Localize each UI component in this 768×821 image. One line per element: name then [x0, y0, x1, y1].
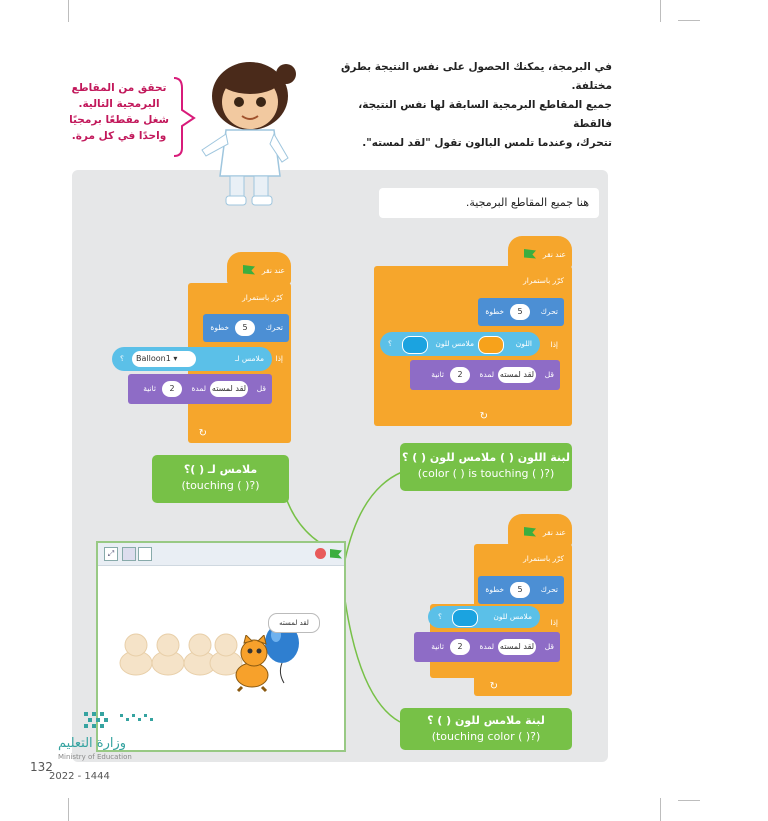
label-touching-sprite [152, 455, 289, 503]
seconds-input[interactable]: 2 [450, 639, 470, 655]
move-steps-input[interactable]: 5 [510, 582, 530, 598]
label-color-touching-en: (color ( ) is touching ( )?) [417, 467, 555, 480]
when-flag-block[interactable] [227, 252, 291, 284]
seconds-label: ثانية [143, 384, 156, 393]
touching-label: ملامس لـ [235, 354, 264, 363]
label-touching-sprite-ar: ملامس لـ ( )؟ [183, 463, 258, 476]
color-swatch-blue[interactable] [402, 336, 428, 354]
seconds-label: ثانية [431, 370, 444, 379]
speech-line-2: البرمجية التالية. [78, 98, 160, 110]
label-color-touching-color [400, 443, 572, 491]
seconds-input[interactable]: 2 [450, 367, 470, 383]
steps-label: خطوة [485, 307, 504, 316]
sprite-dropdown-value: Balloon1 [136, 354, 171, 363]
ministry-name-ar: وزارة التعليم [58, 736, 127, 751]
loop-arrow-icon: ↻ [479, 411, 488, 422]
when-flag-label: عند نقر [542, 528, 566, 537]
cat-sprite [230, 635, 282, 693]
forever-label: كرّر باستمرار [242, 293, 283, 302]
loop-arrow-icon: ↻ [198, 428, 207, 439]
say-text-input[interactable]: لقد لمسته [498, 367, 536, 383]
year-label: 2022 - 1444 [49, 771, 110, 782]
intro-line-3: تتحرك، وعندما تلمس البالون تقول "لقد لمسته". [362, 137, 612, 149]
move-block[interactable] [478, 576, 564, 604]
touching-color-label: ملامس للون [493, 612, 532, 621]
touching-color-block[interactable] [428, 606, 540, 628]
color-label: اللون [515, 339, 532, 348]
move-label: تحرك [265, 323, 283, 332]
green-flag-icon [524, 249, 536, 259]
speech-line-4: واحدًا في كل مرة. [71, 130, 167, 142]
question-mark: ؟ [120, 354, 124, 363]
forever-label: كرّر باستمرار [523, 554, 564, 563]
say-label: قل [544, 642, 554, 651]
move-block[interactable] [203, 314, 289, 342]
large-stage-icon[interactable] [138, 547, 152, 561]
when-flag-block[interactable] [508, 514, 572, 546]
move-block[interactable] [478, 298, 564, 326]
say-label: قل [544, 370, 554, 379]
sprite-dropdown[interactable]: ▾ Balloon1 [132, 351, 196, 367]
intro-line-2: جميع المقاطع البرمجية السابقة لها نفس النتيجة، فالقطة [358, 99, 612, 130]
label-color-touching-ar: لبنة اللون ( ) ملامس للون ( ) ؟ [401, 451, 570, 464]
when-flag-label: عند نقر [261, 266, 285, 275]
note-all-scripts: هنا جميع المقاطع البرمجية. [379, 188, 599, 218]
speech-line-1: تحقق من المقاطع [71, 82, 167, 94]
seconds-label: ثانية [431, 642, 444, 651]
move-label: تحرك [540, 307, 558, 316]
seconds-input[interactable]: 2 [162, 381, 182, 397]
move-steps-input[interactable]: 5 [510, 304, 530, 320]
ministry-name-en: Ministry of Education [58, 753, 132, 761]
if-label: إذا [550, 340, 558, 349]
when-flag-block[interactable] [508, 236, 572, 268]
touching-sprite-block[interactable] [112, 347, 272, 371]
green-flag-icon [243, 265, 255, 275]
move-steps-input[interactable]: 5 [235, 320, 255, 336]
forever-label: كرّر باستمرار [523, 276, 564, 285]
for-label: لمدة [479, 370, 494, 379]
when-flag-label: عند نقر [542, 250, 566, 259]
stage-toolbar [98, 543, 344, 566]
speech-line-3: شغل مقطعًا برمجيًا [69, 114, 169, 126]
say-block[interactable] [410, 360, 560, 390]
steps-label: خطوة [485, 585, 504, 594]
color-touching-color-block[interactable] [380, 332, 540, 356]
intro-line-1: في البرمجة، يمكنك الحصول على نفس النتيجة بطرق مختلفة. [340, 61, 612, 92]
small-stage-icon[interactable] [122, 547, 136, 561]
stop-icon[interactable] [315, 548, 326, 559]
say-block[interactable] [414, 632, 560, 662]
question-mark: ؟ [388, 339, 392, 348]
label-touching-color-ar: لبنة ملامس للون ( ) ؟ [427, 714, 545, 727]
color-swatch-orange[interactable] [478, 336, 504, 354]
page-number: 132 [30, 760, 53, 774]
green-flag-icon[interactable] [330, 549, 342, 559]
steps-label: خطوة [210, 323, 229, 332]
move-label: تحرك [540, 585, 558, 594]
for-label: لمدة [191, 384, 206, 393]
fullscreen-icon[interactable]: ⤢ [104, 547, 118, 561]
say-label: قل [256, 384, 266, 393]
say-block[interactable] [128, 374, 272, 404]
say-text-input[interactable]: لقد لمسته [210, 381, 248, 397]
color-swatch-blue[interactable] [452, 609, 478, 627]
question-mark: ؟ [438, 612, 442, 621]
for-label: لمدة [479, 642, 494, 651]
label-touching-color-en: (touching color ( )?) [431, 730, 541, 743]
loop-arrow-icon: ↻ [489, 681, 498, 692]
green-flag-icon [524, 527, 536, 537]
if-label: إذا [275, 354, 283, 363]
if-label: إذا [550, 618, 558, 627]
label-touching-sprite-en: (touching ( )?) [181, 479, 260, 492]
label-touching-color [400, 708, 572, 750]
cat-speech-bubble: لقد لمسته [268, 613, 320, 633]
touching-color-label: ملامس للون [435, 339, 474, 348]
say-text-input[interactable]: لقد لمسته [498, 639, 536, 655]
ministry-logo-icon [80, 708, 164, 736]
